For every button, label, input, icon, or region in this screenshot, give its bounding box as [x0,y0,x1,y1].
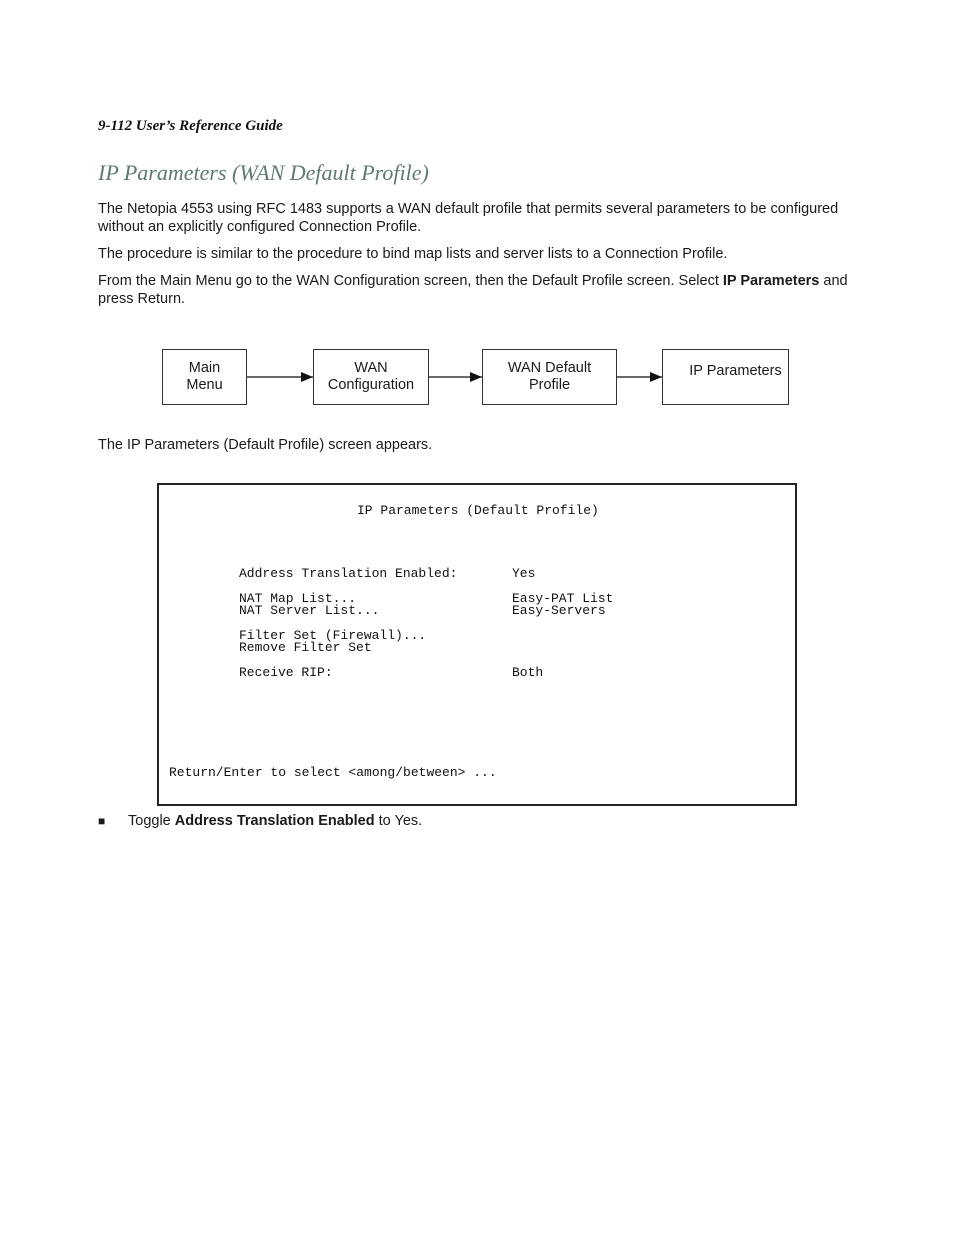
procedure-paragraph: The procedure is similar to the procedure to bind map lists and server lists to a Connection Profile. [98,246,728,262]
remove-filter-set-label[interactable]: Remove Filter Set [239,640,372,655]
nat-server-list-label[interactable]: NAT Server List... [239,603,380,618]
receive-rip-value[interactable]: Both [512,665,544,680]
instruction-bullet [98,813,422,829]
bullet-text-start: Toggle [128,813,175,829]
address-translation-label[interactable]: Address Translation Enabled: [239,566,458,581]
nat-map-list-label[interactable]: NAT Map List... [239,591,357,606]
receive-rip-label[interactable]: Receive RIP: [239,665,333,680]
intro-paragraph: The Netopia 4553 using RFC 1483 supports a WAN default profile that permits several parameters to be configured without an explicitly configured Connection Profile. [98,201,839,235]
flow-box-wan-default-profile: WAN Default Profile [482,349,617,405]
nat-server-list-value: Easy-Servers [512,603,606,618]
filter-set-label[interactable]: Filter Set (Firewall)... [239,628,427,643]
flow-box-wan-configuration: WAN Configuration [313,349,429,405]
navigation-paragraph [98,272,868,308]
navigation-text-bold: IP Parameters [722,273,820,289]
terminal-title: IP Parameters (Default Profile) [357,503,599,518]
bullet-square-icon: ■ [98,814,106,828]
running-head: 9-112 User’s Reference Guide [98,118,283,134]
section-title: IP Parameters (WAN Default Profile) [98,160,429,185]
terminal-status-line: Return/Enter to select <among/between> ... [169,765,497,780]
navigation-text-start: From the Main Menu go to the WAN Configuration screen, then the Default Profile screen. Select [98,273,723,289]
address-translation-value[interactable]: Yes [512,566,536,581]
bullet-text-bold: Address Translation Enabled [174,813,375,829]
nat-map-list-value: Easy-PAT List [512,591,614,606]
flow-box-ip-parameters: IP Parameters [662,349,789,405]
screen-appears-text: The IP Parameters (Default Profile) screen appears. [98,437,433,453]
bullet-text-end: to Yes. [374,813,423,829]
terminal-screen [157,483,797,806]
flow-box-main-menu: Main Menu [162,349,247,405]
navigation-text-end: and press Return. [98,273,848,307]
